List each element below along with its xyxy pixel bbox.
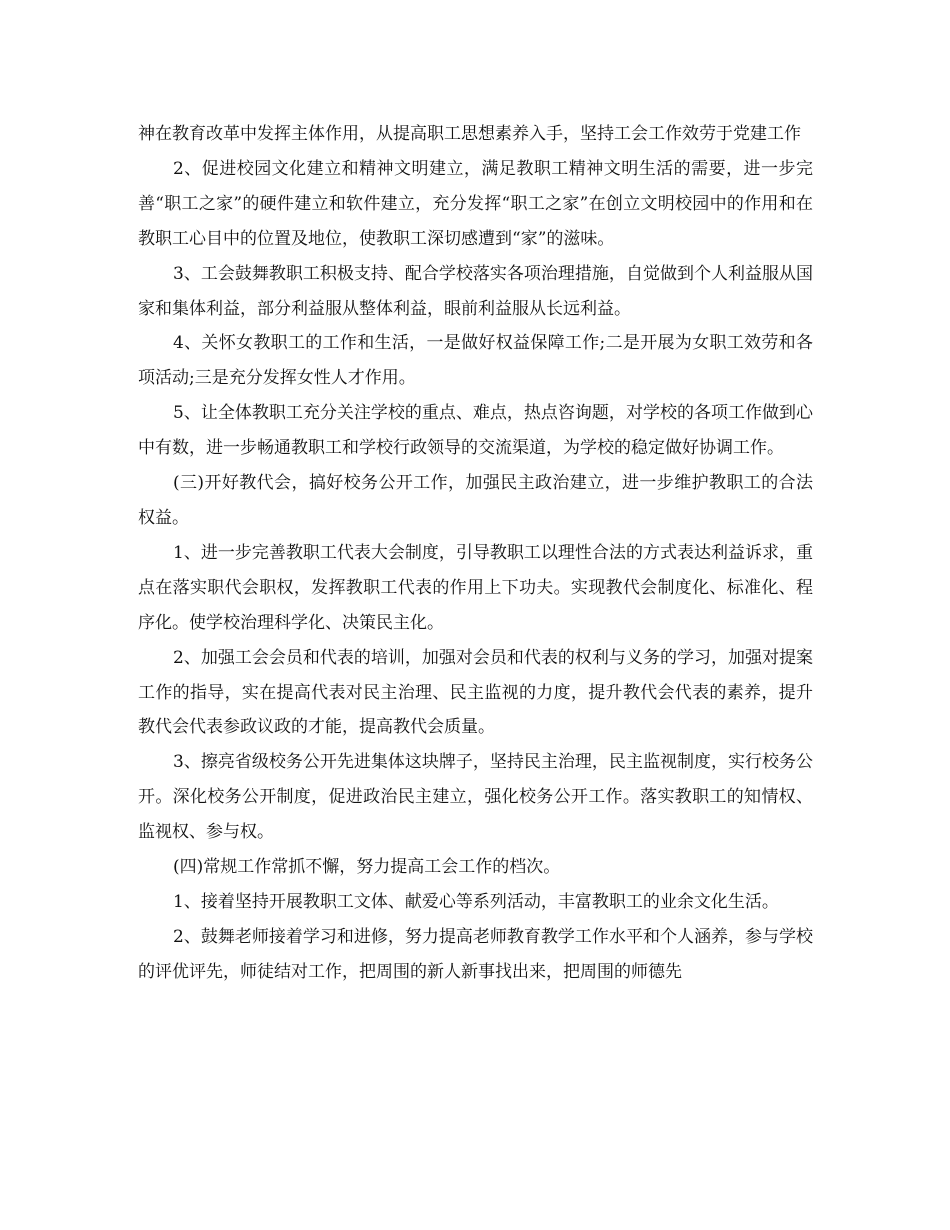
paragraph-9: 3、擦亮省级校务公开先进集体这块牌子，坚持民主治理，民主监视制度，实行校务公开。深化校务公开制度，促进政治民主建立，强化校务公开工作。落实教职工的知情权、监视权、参与权。 xyxy=(138,752,813,843)
paragraph-8: 2、加强工会会员和代表的培训，加强对会员和代表的权利与义务的学习，加强对提案工作的指导，实在提高代表对民主治理、民主监视的力度，提升教代会代表的素养，提升教代会代表参政议政的才能，提高教代会质量。 xyxy=(138,647,813,738)
paragraph-7: 1、进一步完善教职工代表大会制度，引导教职工以理性合法的方式表达利益诉求，重点在落实职代会职权，发挥教职工代表的作用上下功夫。实现教代会制度化、标准化、程序化。使学校治理科学化、决策民主化。 xyxy=(138,542,813,633)
paragraph-2: 2、促进校园文化建立和精神文明建立，满足教职工精神文明生活的需要，进一步完善“职工之家”的硬件建立和软件建立，充分发挥“职工之家”在创立文明校园中的作用和在教职工心目中的位置及地位，使教职工深切感遭到“家”的滋味。 xyxy=(138,158,813,249)
section-heading-4: (四)常规工作常抓不懈，努力提高工会工作的档次。 xyxy=(173,857,561,878)
paragraph-3: 3、工会鼓舞教职工积极支持、配合学校落实各项治理措施，自觉做到个人利益服从国家和集体利益，部分利益服从整体利益，眼前利益服从长远利益。 xyxy=(138,263,813,319)
paragraph-5: 5、让全体教职工充分关注学校的重点、难点，热点咨询题，对学校的各项工作做到心中有数，进一步畅通教职工和学校行政领导的交流渠道，为学校的稳定做好协调工作。 xyxy=(138,403,813,459)
section-heading-3: (三)开好教代会，搞好校务公开工作，加强民主政治建立，进一步维护教职工的合法权益。 xyxy=(138,473,813,528)
paragraph-11: 1、接着坚持开展教职工文体、献爱心等系列活动，丰富教职工的业余文化生活。 xyxy=(173,891,779,912)
paragraph-4: 4、关怀女教职工的工作和生活，一是做好权益保障工作;二是开展为女职工效劳和各项活动;三是充分发挥女性人才作用。 xyxy=(138,333,813,389)
paragraph-1: 神在教育改革中发挥主体作用，从提高职工思想素养入手，坚持工会工作效劳于党建工作 xyxy=(138,124,801,144)
paragraph-12: 2、鼓舞老师接着学习和进修，努力提高老师教育教学工作水平和个人涵养，参与学校的评优评先，师徒结对工作，把周围的新人新事找出来，把周围的师德先 xyxy=(138,926,813,982)
document-body xyxy=(138,117,813,990)
